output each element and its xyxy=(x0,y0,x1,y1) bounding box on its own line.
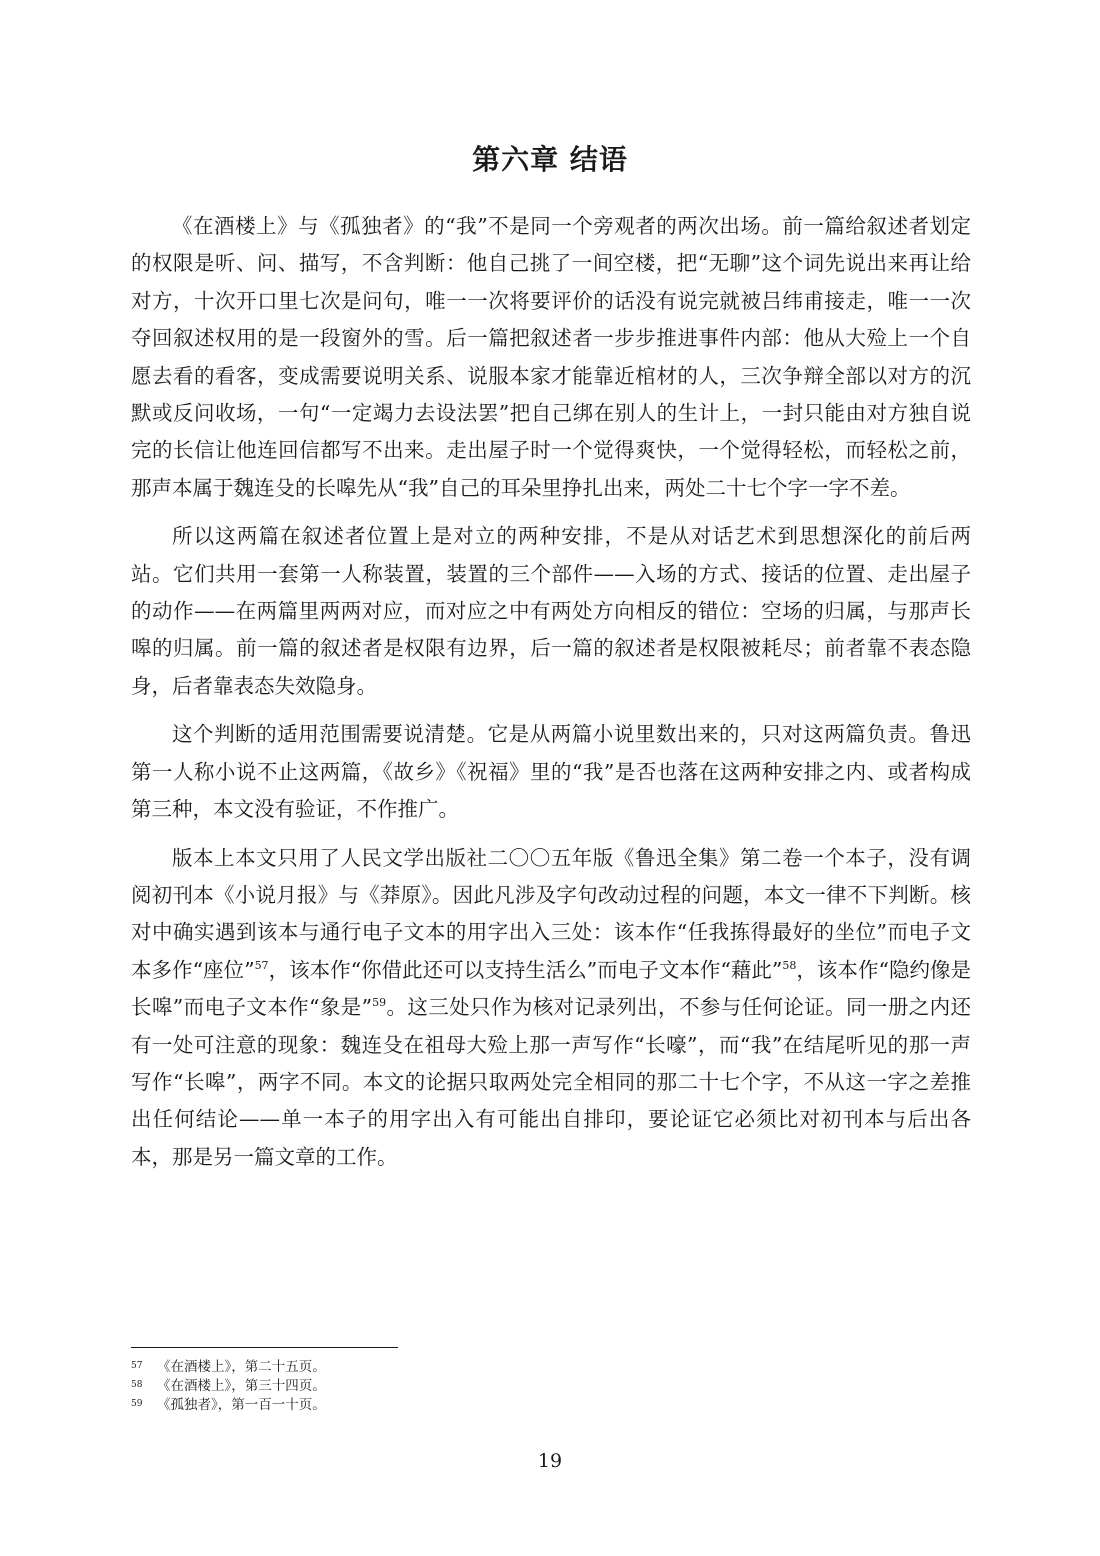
paragraph-text: 《在酒楼上》与《孤独者》的“我”不是同一个旁观者的两次出场。前一篇给叙述者划定的权限是听、问、描写，不含判断：他自己挑了一间空楼，把“无聊”这个词先说出来再让给对方，十次开口里七次是问句，唯一一次将要评价的话没有说完就被吕纬甫接走，唯一一次夺回叙述权用的是一段窗外的雪。后一篇把叙述者一步步推进事件内部：他从大殓上一个自愿去看的看客，变成需要说明关系、说服本家才能靠近棺材的人，三次争辩全部以对方的沉默或反问收场，一句“一定竭力去设法罢”把自己绑在别人的生计上，一封只能由对方独自说完的长信让他连回信都写不出来。走出屋子时一个觉得爽快，一个觉得轻松，而轻松之前，那声本属于魏连殳的长嗥先从“我”自己的耳朵里挣扎出来，两处二十七个字一字不差。 xyxy=(131,214,971,500)
body-text xyxy=(131,208,971,1187)
footnote-divider xyxy=(131,1347,398,1348)
paragraph-text: ，该本作“你借此还可以支持生活么”而电子文本作“藉此” xyxy=(268,957,783,982)
paragraph xyxy=(131,840,971,1177)
footnote-reference[interactable]: 59 xyxy=(372,996,387,1010)
footnote-text: 《在酒楼上》，第三十四页。 xyxy=(157,1378,326,1394)
footnote-number: 57 xyxy=(131,1361,143,1371)
footnote-text: 《孤独者》，第一百一十页。 xyxy=(157,1397,326,1413)
footnote-number: 58 xyxy=(131,1380,143,1390)
footnote-reference[interactable]: 58 xyxy=(782,958,797,972)
chapter-title: 第六章 结语 xyxy=(472,143,628,176)
paragraph-text: 这个判断的适用范围需要说清楚。它是从两篇小说里数出来的，只对这两篇负责。鲁迅第一人称小说不止这两篇，《故乡》《祝福》里的“我”是否也落在这两种安排之内、或者构成第三种，本文没有验证，不作推广。 xyxy=(131,722,971,822)
paragraph-text: 所以这两篇在叙述者位置上是对立的两种安排，不是从对话艺术到思想深化的前后两站。它们共用一套第一人称装置，装置的三个部件——入场的方式、接话的位置、走出屋子的动作——在两篇里两两对应，而对应之中有两处方向相反的错位：空场的归属，与那声长嗥的归属。前一篇的叙述者是权限有边界，后一篇的叙述者是权限被耗尽；前者靠不表态隐身，后者靠表态失效隐身。 xyxy=(131,524,971,698)
footnote-number: 59 xyxy=(131,1399,143,1409)
footnotes xyxy=(131,1357,971,1414)
paragraph-text: 。这三处只作为核对记录列出，不参与任何论证。同一册之内还有一处可注意的现象：魏连殳在祖母大殓上那一声写作“长嚎”，而“我”在结尾听见的那一声写作“长嗥”，两字不同。本文的论据只取两处完全相同的那二十七个字，不从这一字之差推出任何结论——单一本子的用字出入有可能出自排印，要论证它必须比对初刊本与后出各本，那是另一篇文章的工作。 xyxy=(131,995,971,1169)
page-number: 19 xyxy=(537,1450,563,1472)
paragraph xyxy=(131,716,971,828)
paragraph-text: ，该本作“隐约像是长嗥”而电子文本作“象是” xyxy=(131,957,972,1020)
footnote xyxy=(131,1376,971,1395)
footnote xyxy=(131,1395,971,1414)
footnote xyxy=(131,1357,971,1376)
paragraph xyxy=(131,518,971,705)
paragraph xyxy=(131,208,971,507)
footnote-reference[interactable]: 57 xyxy=(254,958,269,972)
footnote-text: 《在酒楼上》，第二十五页。 xyxy=(157,1359,326,1375)
paragraph-text: 版本上本文只用了人民文学出版社二〇〇五年版《鲁迅全集》第二卷一个本子，没有调阅初刊本《小说月报》与《莽原》。因此凡涉及字句改动过程的问题，本文一律不下判断。核对中确实遇到该本与通行电子文本的用字出入三处：该本作“任我拣得最好的坐位”而电子文本多作“座位” xyxy=(131,845,971,982)
